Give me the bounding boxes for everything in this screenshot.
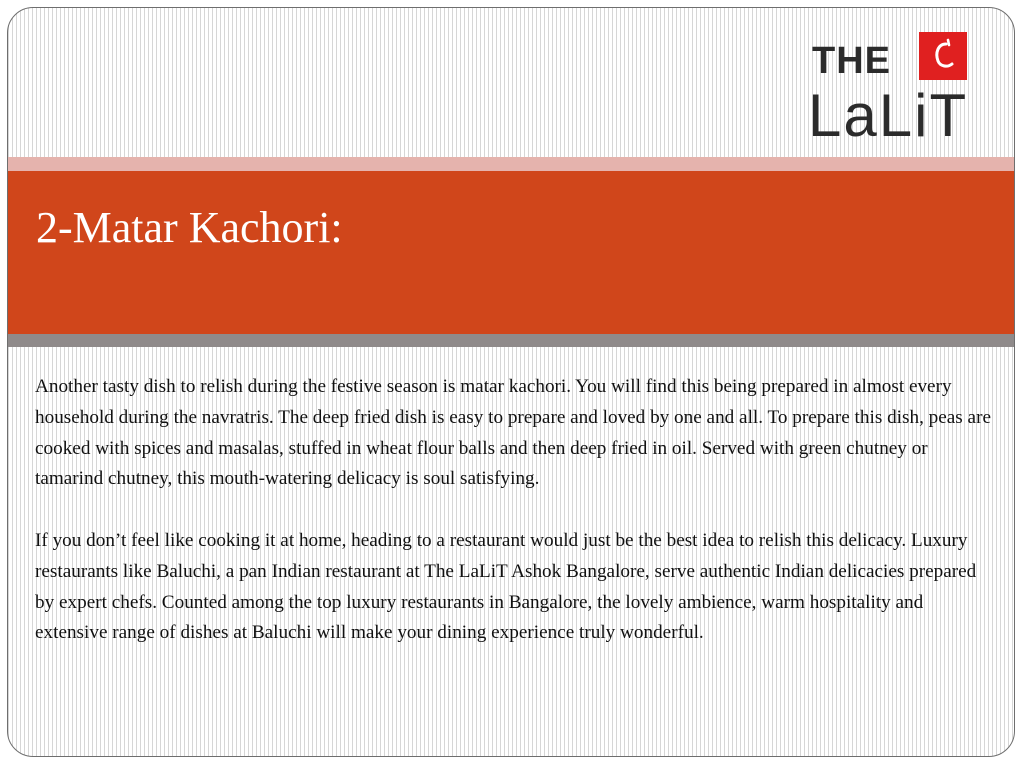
logo-the-text: THE bbox=[812, 40, 891, 82]
divider-band bbox=[8, 334, 1014, 347]
slide-body bbox=[35, 372, 995, 649]
slide bbox=[7, 7, 1015, 757]
body-paragraph-1: Another tasty dish to relish during the festive season is matar kachori. You will find this being prepared in almost every household during the navratris. The deep fried dish is easy to prepare and loved by one and all. To prepare this dish, peas are cooked with spices and masalas, stuffed in wheat flour balls and then deep fried in oil. Served with green chutney or tamarind chutney, this mouth-watering delicacy is soul satisfying. bbox=[35, 376, 991, 490]
logo-emblem-icon bbox=[919, 32, 967, 80]
title-band bbox=[8, 171, 1014, 334]
accent-band bbox=[8, 157, 1014, 171]
slide-title: 2-Matar Kachori: bbox=[36, 203, 343, 252]
the-lalit-logo bbox=[808, 22, 998, 149]
body-paragraph-2: If you don’t feel like cooking it at home, heading to a restaurant would just be the best idea to relish this delicacy. Luxury restaurants like Baluchi, a pan Indian restaurant at The LaLiT Ashok Bangalore, serve authentic Indian delicacies prepared by expert chefs. Counted among the top luxury restaurants in Bangalore, the lovely ambience, warm hospitality and extensive range of dishes at Baluchi will make your dining experience truly wonderful. bbox=[35, 529, 977, 644]
logo-lalit-text: LaLiT bbox=[808, 82, 969, 149]
